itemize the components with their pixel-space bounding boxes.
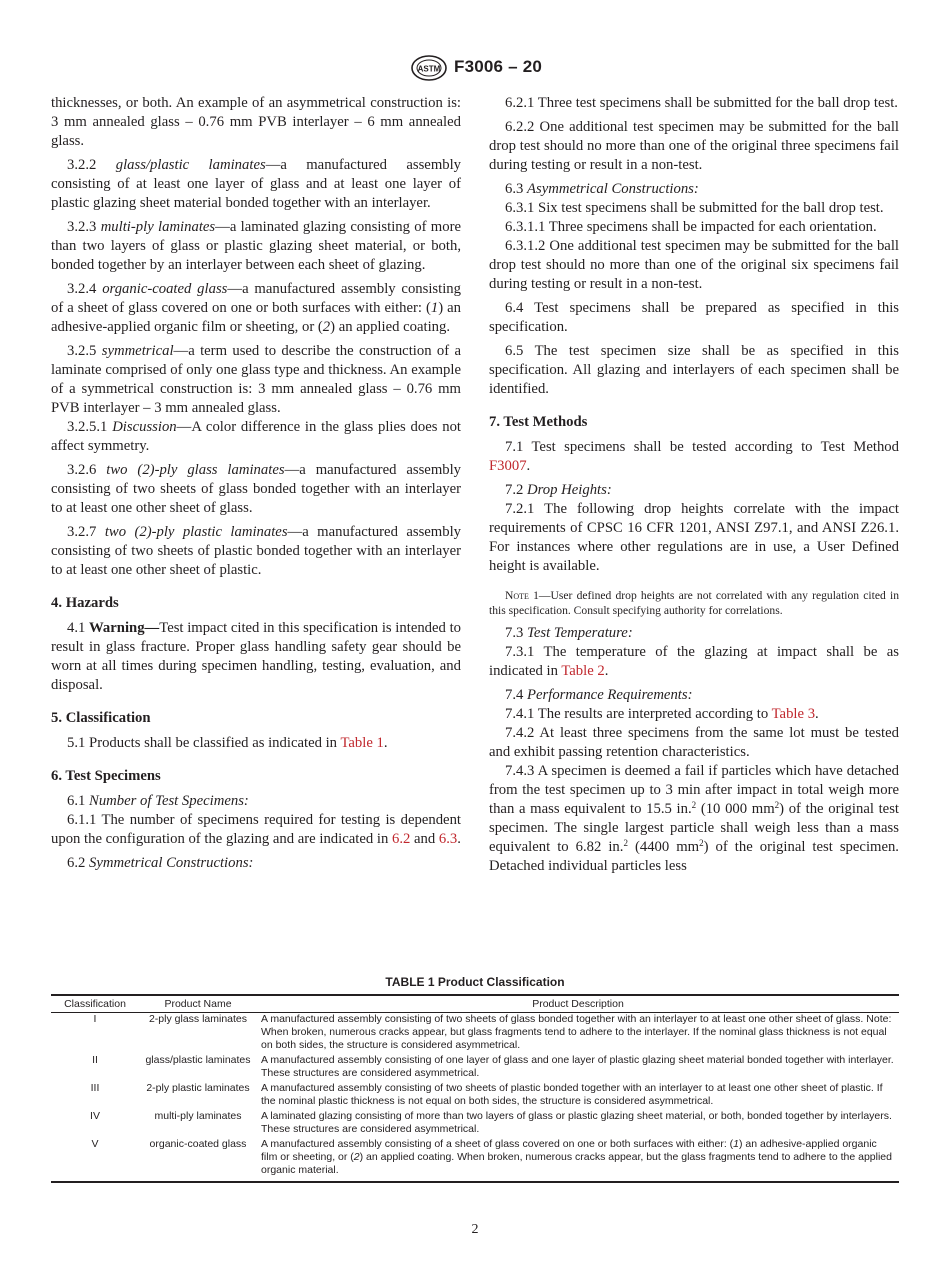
astm-logo-icon: [411, 54, 447, 82]
paragraph-7-1: 7.1 Test specimens shall be tested according to Test Method F3007.: [489, 439, 899, 474]
table-row: [51, 1054, 899, 1082]
table-cell: multi-ply laminates: [154, 1110, 242, 1122]
page-header: [0, 54, 950, 84]
definition-term: glass/plastic laminates: [115, 157, 266, 173]
paragraph-6-5: 6.5 The test specimen size shall be as specified in this specification. All glazing and interlayers of each specimen shall be identified.: [489, 343, 899, 397]
paragraph-6-1-1: 6.1.1 The number of specimens required for testing is dependent upon the configuration of the glazing and are indicated in 6.2 and 6.3.: [51, 812, 461, 847]
table-2-link[interactable]: Table 2: [561, 663, 605, 679]
paragraph-7-3-1: 7.3.1 The temperature of the glazing at impact shall be as indicated in Table 2.: [489, 644, 899, 679]
paragraph-4-1: 4.1 Warning—Test impact cited in this specification is intended to result in glass fracture. Proper glass handling safety gear should be worn at all times during specimen handling, testing, evaluation, and disposal.: [51, 620, 461, 693]
table-row: [51, 1138, 899, 1182]
definition-term: multi-ply laminates: [100, 219, 216, 235]
table-cell: organic-coated glass: [139, 1138, 257, 1182]
table-row: [51, 1110, 899, 1138]
table-cell: I: [93, 1013, 97, 1025]
table-cell: A manufactured assembly consisting of two sheets of glass bonded together with an interlayer to at least one other sheet of glass. Note: When broken, numerous cracks appear, but glass fragments tend to adhere to the interlayer. If the nominal glass thickness is not equal on both sides, the structure is considered asymmetrical.: [261, 1013, 892, 1051]
section-heading-classification: 5. Classification: [51, 710, 151, 726]
left-column: [51, 94, 461, 878]
column-header: Product Description: [257, 995, 899, 1013]
paragraph-7-3: 7.3 Test Temperature:: [505, 625, 633, 641]
table-cell: II: [92, 1054, 98, 1066]
table-cell: A manufactured assembly consisting of a sheet of glass covered on one or both surfaces with either: (1) an adhesive-applied organic film or sheeting, or (2) an applied coating. When broken, numerous cracks appear, but the glass fragments tend to adhere to the applied organic material.: [257, 1138, 899, 1182]
note-1: Note 1—User defined drop heights are not correlated with any regulation cited in this specification. Consult specifying authority for correlations.: [489, 589, 899, 617]
table-header-row: [51, 995, 899, 1013]
definition-3-2-2: 3.2.2 glass/plastic laminates—a manufactured assembly consisting of at least one layer of glass and at least one layer of plastic glazing sheet material bonded together with an interlayer.: [51, 157, 462, 211]
definition-term: symmetrical: [101, 343, 174, 359]
table-row: [51, 1082, 899, 1110]
paragraph-6-2: 6.2 Symmetrical Constructions:: [67, 855, 254, 871]
paragraph-6-1: 6.1 Number of Test Specimens:: [67, 793, 249, 809]
paragraph-6-3-1: 6.3.1 Six test specimens shall be submitted for the ball drop test.: [505, 200, 884, 216]
definition-3-2-4: 3.2.4 organic-coated glass—a manufactured assembly consisting of a sheet of glass covered on one or both surfaces with either: (1) an adhesive-applied organic film or sheeting, or (2) an applied coating.: [51, 281, 461, 335]
definition-3-2-3: 3.2.3 multi-ply laminates—a laminated glazing consisting of more than two layers of glass or plastic glazing sheet material, or both, bonded together by an interlayer between each sheet of glazing.: [51, 219, 461, 273]
table-title: TABLE 1 Product Classification: [385, 975, 565, 989]
table-cell: 2-ply plastic laminates: [146, 1082, 250, 1094]
paragraph-6-3-1-1: 6.3.1.1 Three specimens shall be impacted for each orientation.: [505, 219, 877, 235]
section-heading-test-specimens: 6. Test Specimens: [51, 768, 161, 784]
table-cell: 2-ply glass laminates: [148, 1013, 248, 1025]
paragraph-7-4-2: 7.4.2 At least three specimens from the same lot must be tested and exhibit passing retention characteristics.: [489, 725, 899, 760]
table-row: [51, 1013, 899, 1055]
table-cell: A laminated glazing consisting of more than two layers of glass or plastic glazing sheet material, or both, bonded together by interlayers. These structures are considered asymmetrical.: [261, 1110, 892, 1135]
table-cell: III: [90, 1082, 100, 1094]
section-heading-hazards: 4. Hazards: [51, 595, 119, 611]
definition-3-2-7: 3.2.7 two (2)-ply plastic laminates—a manufactured assembly consisting of two sheets of plastic bonded together with an interlayer to at least one other sheet of plastic.: [51, 524, 462, 578]
paragraph-6-3: 6.3 Asymmetrical Constructions:: [505, 181, 699, 197]
svg-text:ASTM: ASTM: [417, 64, 441, 74]
table-3-link[interactable]: Table 3: [771, 706, 816, 722]
table-cell: glass/plastic laminates: [145, 1054, 251, 1066]
paragraph-7-4: 7.4 Performance Requirements:: [505, 687, 693, 703]
table-cell: A manufactured assembly consisting of one layer of glass and one layer of plastic glazing sheet material bonded together with interlayer. These structures are considered asymmetrical.: [261, 1054, 894, 1079]
paragraph: thicknesses, or both. An example of an asymmetrical construction is: 3 mm annealed glass – 0.76 mm PVB interlayer – 6 mm annealed glass.: [51, 95, 461, 149]
column-header: Classification: [51, 995, 139, 1013]
product-classification-table: [51, 994, 899, 1183]
definition-3-2-5-1: 3.2.5.1 Discussion—A color difference in the glass plies does not affect symmetry.: [51, 419, 462, 454]
table-cell: IV: [90, 1110, 100, 1122]
document-id: F3006 – 20: [454, 57, 543, 76]
paragraph-7-2: 7.2 Drop Heights:: [505, 482, 612, 498]
paragraph-6-2-1: 6.2.1 Three test specimens shall be submitted for the ball drop test.: [505, 95, 898, 111]
table-cell: A manufactured assembly consisting of two sheets of plastic bonded together with an interlayer to at least one other sheet of plastic. If the nominal plastic thickness is not equal on both sides, the structure is considered asymmetrical.: [261, 1082, 883, 1107]
right-column: [489, 94, 899, 881]
section-6-3-link[interactable]: 6.3: [438, 831, 458, 847]
definition-term: Discussion: [112, 419, 177, 435]
definition-term: organic-coated glass: [102, 281, 228, 297]
page-number: 2: [471, 1222, 479, 1237]
column-header: Product Name: [139, 995, 257, 1013]
table-cell: V: [51, 1138, 139, 1182]
definition-3-2-5: 3.2.5 symmetrical—a term used to describe the construction of a laminate comprised of only one glass type and thickness. An example of a symmetrical construction is: 3 mm annealed glass – 0.76 mm PVB interlayer – 3 mm annealed glass.: [51, 343, 461, 416]
paragraph-7-2-1: 7.2.1 The following drop heights correlate with the impact requirements of CPSC 16 CFR 1201, ANSI Z97.1, and ANSI Z26.1. For instances where other regulations are in use, a User Defined height is available.: [489, 501, 899, 574]
section-6-2-link[interactable]: 6.2: [391, 831, 411, 847]
f3007-link[interactable]: F3007: [489, 458, 527, 474]
paragraph-6-4: 6.4 Test specimens shall be prepared as specified in this specification.: [489, 300, 899, 335]
definition-term: two (2)-ply plastic laminates: [104, 524, 288, 540]
definition-term: two (2)-ply glass laminates: [106, 462, 285, 478]
paragraph-6-2-2: 6.2.2 One additional test specimen may be submitted for the ball drop test should no more than one of the original three specimens fail during testing or result in a non-test.: [489, 119, 899, 173]
paragraph-5-1: 5.1 Products shall be classified as indicated in Table 1.: [67, 735, 388, 751]
section-heading-test-methods: 7. Test Methods: [489, 414, 588, 430]
paragraph-6-3-1-2: 6.3.1.2 One additional test specimen may be submitted for the ball drop test should no more than one of the original six specimens fail during testing or result in a non-test.: [489, 238, 899, 292]
paragraph-7-4-3: 7.4.3 A specimen is deemed a fail if particles which have detached from the test specimen up to 3 min after impact in total weigh more than a mass equivalent to 15.5 in.$^2$ (10 000 $mm^2$) of the original test specimen. The single largest particle shall weigh less than a mass equivalent to 6.82 in.$^2$ (4400 $mm^2$) of the original test specimen. Detached individual particles less: [489, 763, 899, 874]
table-1-link[interactable]: Table 1: [340, 735, 384, 751]
definition-3-2-6: 3.2.6 two (2)-ply glass laminates—a manufactured assembly consisting of two sheets of glass bonded together with an interlayer to at least one other sheet of glass.: [51, 462, 462, 516]
paragraph-7-4-1: 7.4.1 The results are interpreted according to Table 3.: [505, 706, 819, 722]
